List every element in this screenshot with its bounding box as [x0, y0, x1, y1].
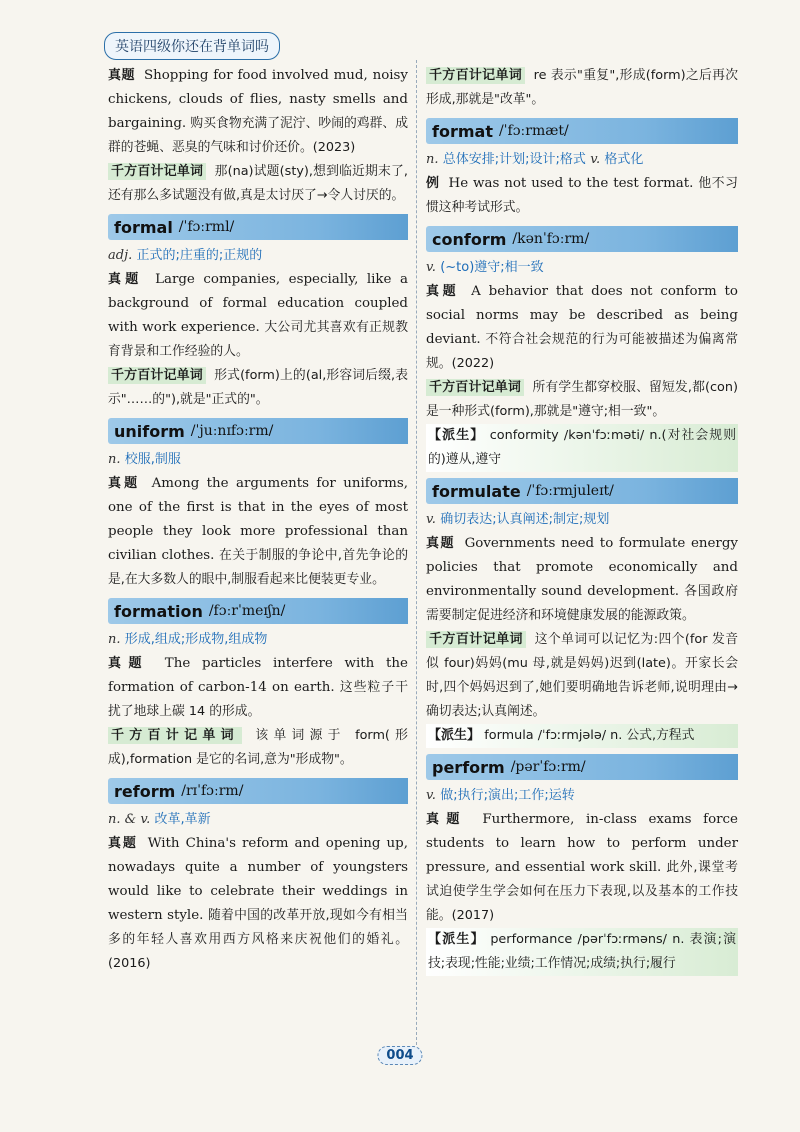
example-cn: 大公司尤其喜欢有正规教育背景和工作经验的人。 [108, 320, 409, 359]
memo [426, 628, 738, 724]
definition-text: 格式化 [604, 152, 644, 167]
example-en: The particles interfere with the formation of carbon-14 on earth. [108, 656, 408, 695]
memo-label: 千方百计记单词 [108, 367, 206, 384]
part-of-speech: n. & v. [108, 812, 151, 827]
zhenti-label: 真题 [426, 812, 467, 827]
example-cn: 不符合社会规范的行为可能被描述为偏离常规。(2022) [426, 332, 739, 371]
entry-bar-reform [108, 778, 408, 804]
definition-text: 确切表达;认真阐述;制定;规划 [440, 512, 610, 527]
example-en: With China's reform and opening up, nowadays quite a number of youngsters would like to celebrate their weddings in western style. [108, 836, 408, 923]
example-cn: 这些粒子干扰了地球上碳 14 的形成。 [108, 680, 408, 719]
example [426, 532, 738, 628]
phonetic: /fɔːrˈmeɪʃn/ [208, 603, 286, 619]
memo-text: 所有学生都穿校服、留短发,都(con)是一种形式(form),那就是"遵守;相一致"。 [426, 380, 738, 419]
derivative [426, 928, 738, 976]
example-cn: 在关于制服的争论中,首先争论的是,在大多数人的眼中,制服看起来比便装更专业。 [108, 548, 408, 587]
part-of-speech: n. [108, 452, 121, 467]
derive-label: 【派生】 [428, 728, 481, 743]
zhenti-label: 真题 [426, 284, 460, 299]
definition [426, 148, 738, 172]
example-en: Furthermore, in-class exams force students to learn how to perform under pressure, and essential work skill. [426, 812, 738, 875]
column-divider [416, 60, 417, 1060]
example-en: A behavior that does not conform to social norms may be described as being deviant. [426, 284, 738, 347]
derive-label: 【派生】 [428, 932, 485, 947]
memo [108, 724, 408, 772]
definition-text: 总体安排;计划;设计;格式 [442, 152, 586, 167]
zhenti-label: 真题 [108, 476, 141, 491]
definition-text: 正式的;庄重的;正规的 [136, 248, 263, 263]
headword: uniform [114, 421, 185, 441]
zhenti-label: 真题 [108, 68, 136, 83]
derive-text: conformity /kənˈfɔːməti/ n.(对社会规则的)遵从,遵守 [428, 428, 736, 467]
example-en: Large companies, especially, like a background of formal education coupled with work experience. [108, 272, 408, 335]
book-title-badge: 英语四级你还在背单词吗 [104, 32, 280, 60]
memo-label: 千方百计记单词 [108, 727, 242, 744]
part-of-speech: v. [590, 152, 601, 167]
example [108, 652, 408, 724]
entry-bar-perform [426, 754, 738, 780]
entry-bar-formation [108, 598, 408, 624]
memo-label: 千方百计记单词 [426, 379, 524, 396]
derivative [426, 424, 738, 472]
example-en: Among the arguments for uniforms, one of the first is that in the eyes of most people they look more professional than civilian clothes. [108, 476, 408, 563]
example [108, 832, 408, 976]
entry-bar-format [426, 118, 738, 144]
example-cn: 购买食物充满了泥泞、吵闹的鸡群、成群的苍蝇、恶臭的气味和讨价还价。(2023) [108, 116, 408, 155]
shopping-memo [108, 160, 408, 208]
zhenti-label: 真题 [108, 272, 143, 287]
definition [108, 628, 408, 652]
part-of-speech: v. [426, 788, 436, 803]
definition [426, 784, 738, 808]
part-of-speech: v. [426, 512, 436, 527]
definition [108, 808, 408, 832]
phonetic: /ˈfɔːrml/ [178, 219, 235, 235]
memo-label: 千方百计记单词 [426, 67, 525, 84]
derive-text: performance /pərˈfɔːrməns/ n. 表演;演技;表现;性能;业绩;工作情况;成绩;执行;履行 [428, 932, 736, 971]
part-of-speech: n. [426, 152, 439, 167]
zhenti-label: 真题 [108, 656, 150, 671]
entry-bar-formulate [426, 478, 738, 504]
memo-text: 这个单词可以记忆为:四个(for 发音似 four)妈妈(mu 母,就是妈妈)迟到(late)。开家长会时,四个妈妈迟到了,她们要明确地告诉老师,说明理由→确切表达;认真阐述。 [426, 632, 738, 719]
example [426, 808, 738, 928]
memo-label: 千方百计记单词 [108, 163, 206, 180]
left-column [108, 64, 408, 976]
reform-memo [426, 64, 738, 112]
part-of-speech: n. [108, 632, 121, 647]
definition-text: 改革,革新 [154, 812, 211, 827]
headword: perform [432, 757, 505, 777]
memo-label: 千方百计记单词 [426, 631, 526, 648]
example-label: 例 [426, 176, 440, 191]
headword: reform [114, 781, 176, 801]
definition-text: (~to)遵守;相一致 [440, 260, 544, 275]
definition [108, 448, 408, 472]
headword: conform [432, 229, 507, 249]
phonetic: /kənˈfɔːrm/ [512, 231, 590, 247]
example-cn: 他不习惯这种考试形式。 [426, 176, 738, 215]
entry-bar-formal [108, 214, 408, 240]
derive-label: 【派生】 [428, 428, 485, 443]
headword: formulate [432, 481, 521, 501]
phonetic: /rɪˈfɔːrm/ [181, 783, 244, 799]
entry-bar-uniform [108, 418, 408, 444]
zhenti-label: 真题 [108, 836, 138, 851]
definition [426, 508, 738, 532]
derivative [426, 724, 738, 748]
definition-text: 形成,组成;形成物,组成物 [124, 632, 268, 647]
entry-bar-conform [426, 226, 738, 252]
right-column [426, 64, 738, 976]
phonetic: /pərˈfɔːrm/ [510, 759, 586, 775]
example [108, 472, 408, 592]
memo [108, 364, 408, 412]
example [426, 172, 738, 220]
phonetic: /ˈfɔːrmæt/ [498, 123, 569, 139]
headword: format [432, 121, 493, 141]
shopping-example [108, 64, 408, 160]
part-of-speech: adj. [108, 248, 133, 263]
example [426, 280, 738, 376]
example-en: Shopping for food involved mud, noisy chickens, clouds of flies, nasty smells and bargaining. [108, 68, 408, 131]
example-en: Governments need to formulate energy policies that promote economically and environmentally sound development. [426, 536, 738, 599]
definition [108, 244, 408, 268]
example-cn: 此外,课堂考试迫使学生学会如何在压力下表现,以及基本的工作技能。(2017) [426, 860, 738, 923]
headword: formal [114, 217, 173, 237]
memo-text: 该单词源于 form(形成),formation 是它的名词,意为"形成物"。 [108, 728, 408, 767]
memo-text: 形式(form)上的(al,形容词后缀,表示"……的"),就是"正式的"。 [108, 368, 408, 407]
example-cn: 随着中国的改革开放,现如今有相当多的年轻人喜欢用西方风格来庆祝他们的婚礼。(2016) [108, 908, 408, 971]
definition-text: 校服,制服 [124, 452, 181, 467]
example-en: He was not used to the test format. [448, 176, 694, 191]
phonetic: /ˈfɔːrmjuleɪt/ [526, 483, 614, 499]
memo-text: 那(na)试题(sty),想到临近期末了,还有那么多试题没有做,真是太讨厌了→令人讨厌的。 [108, 164, 408, 203]
memo-text: re 表示"重复",形成(form)之后再次形成,那就是"改革"。 [426, 68, 738, 107]
definition-text: 做;执行;演出;工作;运转 [440, 788, 575, 803]
page-number: 004 [377, 1046, 422, 1065]
example-cn: 各国政府需要制定促进经济和环境健康发展的能源政策。 [426, 584, 739, 623]
derive-text: formula /ˈfɔːrmjələ/ n. 公式,方程式 [484, 728, 695, 743]
headword: formation [114, 601, 203, 621]
part-of-speech: v. [426, 260, 436, 275]
definition [426, 256, 738, 280]
phonetic: /ˈjuːnɪfɔːrm/ [190, 423, 274, 439]
example [108, 268, 408, 364]
memo [426, 376, 738, 424]
zhenti-label: 真题 [426, 536, 455, 551]
